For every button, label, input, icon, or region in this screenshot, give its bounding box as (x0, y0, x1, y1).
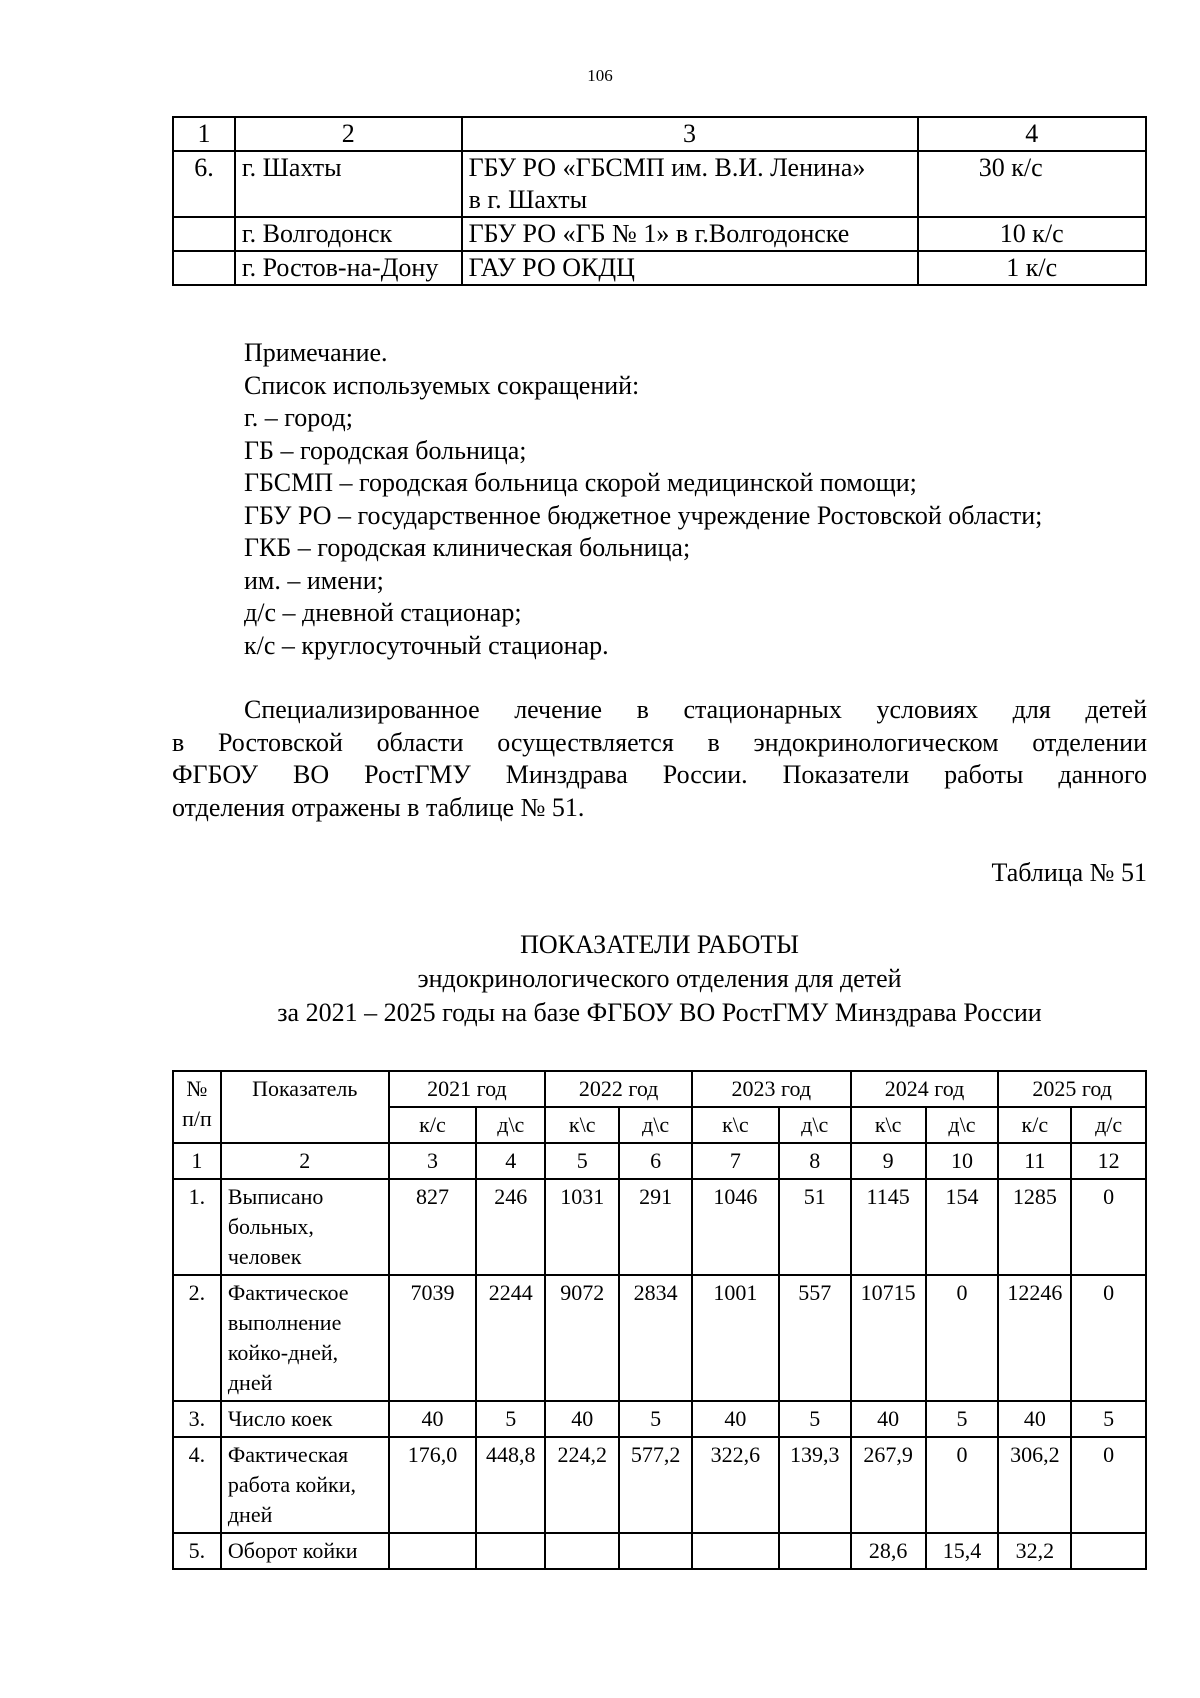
row-number: 6. (173, 151, 235, 217)
beds-cell: 30 к/с (918, 151, 1146, 217)
table-row (173, 1275, 1146, 1401)
facilities-table (172, 116, 1147, 286)
year-header: 2023 год (692, 1071, 851, 1107)
value-cell: 1001 (692, 1275, 779, 1401)
value-cell: 306,2 (998, 1437, 1071, 1533)
row-number (173, 251, 235, 285)
subheader-cell: д\с (476, 1107, 545, 1143)
table-row (173, 251, 1146, 285)
subheader-cell: к\с (851, 1107, 926, 1143)
table-row (173, 1533, 1146, 1569)
value-cell: 9072 (545, 1275, 619, 1401)
indicator-header: Показатель (221, 1071, 389, 1143)
indicator-cell: Число коек (221, 1401, 389, 1437)
value-cell: 154 (926, 1179, 999, 1275)
institution-cell (462, 151, 918, 217)
paragraph-line: ФГБОУ ВО РостГМУ Минздрава России. Показатели работы данного (172, 760, 1147, 789)
performance-table (172, 1070, 1147, 1570)
column-number: 11 (998, 1143, 1071, 1179)
city-cell: г. Шахты (235, 151, 462, 217)
value-cell (619, 1533, 692, 1569)
indicator-cell: Выписано больных, человек (221, 1179, 389, 1275)
header-cell: 1 (173, 117, 235, 151)
year-header: 2022 год (545, 1071, 692, 1107)
header-cell: 4 (918, 117, 1146, 151)
value-cell: 322,6 (692, 1437, 779, 1533)
paragraph-line: Специализированное лечение в стационарных условиях для детей (244, 695, 1147, 724)
table-row (173, 1401, 1146, 1437)
value-cell: 51 (779, 1179, 851, 1275)
value-cell: 2244 (476, 1275, 545, 1401)
row-number: 3. (173, 1401, 221, 1437)
indicator-cell: Фактическая работа койки, дней (221, 1437, 389, 1533)
value-cell: 32,2 (998, 1533, 1071, 1569)
column-number: 2 (221, 1143, 389, 1179)
note-line: к/с – круглосуточный стационар. (244, 630, 609, 660)
num-header: № п/п (173, 1071, 221, 1143)
indicator-cell: Фактическое выполнение койко-дней, дней (221, 1275, 389, 1401)
indicator-cell: Оборот койки (221, 1533, 389, 1569)
value-cell: 267,9 (851, 1437, 926, 1533)
note-line: ГБСМП – городская больница скорой медицинской помощи; (244, 468, 917, 497)
value-cell: 40 (998, 1401, 1071, 1437)
value-cell: 12246 (998, 1275, 1071, 1401)
table-title-line: ПОКАЗАТЕЛИ РАБОТЫ (520, 930, 799, 959)
value-cell: 1145 (851, 1179, 926, 1275)
note-line: ГБУ РО – государственное бюджетное учреждение Ростовской области; (244, 500, 1043, 530)
value-cell: 40 (389, 1401, 477, 1437)
table-title-line: за 2021 – 2025 годы на базе ФГБОУ ВО РостГМУ Минздрава России (277, 998, 1042, 1027)
subheader-cell: к/с (998, 1107, 1071, 1143)
year-header-row (173, 1071, 1146, 1107)
row-number: 4. (173, 1437, 221, 1533)
column-number: 3 (389, 1143, 477, 1179)
table-row (173, 217, 1146, 251)
note-line: им. – имени; (244, 565, 384, 595)
value-cell: 40 (545, 1401, 619, 1437)
table-title-line: эндокринологического отделения для детей (417, 964, 902, 993)
value-cell: 0 (926, 1437, 999, 1533)
value-cell: 5 (476, 1401, 545, 1437)
column-number-row (173, 1143, 1146, 1179)
value-cell: 291 (619, 1179, 692, 1275)
column-number: 4 (476, 1143, 545, 1179)
beds-cell: 1 к/с (918, 251, 1146, 285)
value-cell: 246 (476, 1179, 545, 1275)
row-number: 5. (173, 1533, 221, 1569)
header-cell: 3 (462, 117, 918, 151)
column-number: 5 (545, 1143, 619, 1179)
note-line: ГБ – городская больница; (244, 435, 527, 465)
value-cell: 5 (926, 1401, 999, 1437)
subheader-cell: д\с (926, 1107, 999, 1143)
value-cell: 7039 (389, 1275, 477, 1401)
subheader-cell: д\с (779, 1107, 851, 1143)
header-cell: 2 (235, 117, 462, 151)
page-number: 106 (587, 66, 613, 85)
value-cell: 10715 (851, 1275, 926, 1401)
column-number: 10 (926, 1143, 999, 1179)
column-number: 6 (619, 1143, 692, 1179)
value-cell (545, 1533, 619, 1569)
institution-cell: ГАУ РО ОКДЦ (462, 251, 918, 285)
paragraph-line: в Ростовской области осуществляется в эндокринологическом отделении (172, 727, 1147, 757)
value-cell: 176,0 (389, 1437, 477, 1533)
column-number: 1 (173, 1143, 221, 1179)
column-number: 8 (779, 1143, 851, 1179)
value-cell: 15,4 (926, 1533, 999, 1569)
value-cell: 0 (1071, 1275, 1146, 1401)
column-number: 7 (692, 1143, 779, 1179)
year-header: 2025 год (998, 1071, 1146, 1107)
body-paragraph (172, 694, 1147, 824)
year-header: 2021 год (389, 1071, 546, 1107)
performance-table-body (173, 1179, 1146, 1569)
subheader-cell: д\с (619, 1107, 692, 1143)
city-cell: г. Ростов-на-Дону (235, 251, 462, 285)
subheader-cell: д/с (1071, 1107, 1146, 1143)
table-row (173, 1437, 1146, 1533)
value-cell (779, 1533, 851, 1569)
paragraph-line: отделения отражены в таблице № 51. (172, 792, 585, 822)
value-cell: 448,8 (476, 1437, 545, 1533)
column-number: 9 (851, 1143, 926, 1179)
value-cell (476, 1533, 545, 1569)
note-line: Список используемых сокращений: (244, 370, 640, 400)
value-cell: 40 (851, 1401, 926, 1437)
row-number: 1. (173, 1179, 221, 1275)
note-line: ГКБ – городская клиническая больница; (244, 533, 691, 562)
year-header: 2024 год (851, 1071, 999, 1107)
note-line: Примечание. (244, 338, 388, 367)
row-number (173, 217, 235, 251)
value-cell: 5 (779, 1401, 851, 1437)
institution-cell: ГБУ РО «ГБ № 1» в г.Волгодонске (462, 217, 918, 251)
city-cell: г. Волгодонск (235, 217, 462, 251)
table-row (173, 151, 1146, 217)
value-cell (1071, 1533, 1146, 1569)
subheader-cell: к\с (545, 1107, 619, 1143)
table-label: Таблица № 51 (991, 858, 1147, 887)
institution-line: ГБУ РО «ГБСМП им. В.И. Ленина» (468, 153, 866, 182)
value-cell: 0 (1071, 1179, 1146, 1275)
value-cell: 1285 (998, 1179, 1071, 1275)
table-header-row (173, 117, 1146, 151)
table-title (172, 928, 1147, 1030)
value-cell: 827 (389, 1179, 477, 1275)
column-number: 12 (1071, 1143, 1146, 1179)
value-cell: 5 (1071, 1401, 1146, 1437)
value-cell: 5 (619, 1401, 692, 1437)
value-cell: 1031 (545, 1179, 619, 1275)
value-cell: 224,2 (545, 1437, 619, 1533)
beds-cell: 10 к/с (918, 217, 1146, 251)
institution-line: в г. Шахты (468, 185, 588, 214)
table-row (173, 1179, 1146, 1275)
row-number: 2. (173, 1275, 221, 1401)
abbreviations-note (244, 337, 1144, 662)
value-cell: 577,2 (619, 1437, 692, 1533)
value-cell: 557 (779, 1275, 851, 1401)
value-cell (389, 1533, 477, 1569)
value-cell: 0 (926, 1275, 999, 1401)
value-cell (692, 1533, 779, 1569)
value-cell: 28,6 (851, 1533, 926, 1569)
value-cell: 40 (692, 1401, 779, 1437)
subheader-cell: к\с (692, 1107, 779, 1143)
value-cell: 0 (1071, 1437, 1146, 1533)
value-cell: 2834 (619, 1275, 692, 1401)
value-cell: 1046 (692, 1179, 779, 1275)
note-line: г. – город; (244, 403, 353, 432)
value-cell: 139,3 (779, 1437, 851, 1533)
note-line: д/с – дневной стационар; (244, 598, 522, 627)
subheader-cell: к/с (389, 1107, 477, 1143)
